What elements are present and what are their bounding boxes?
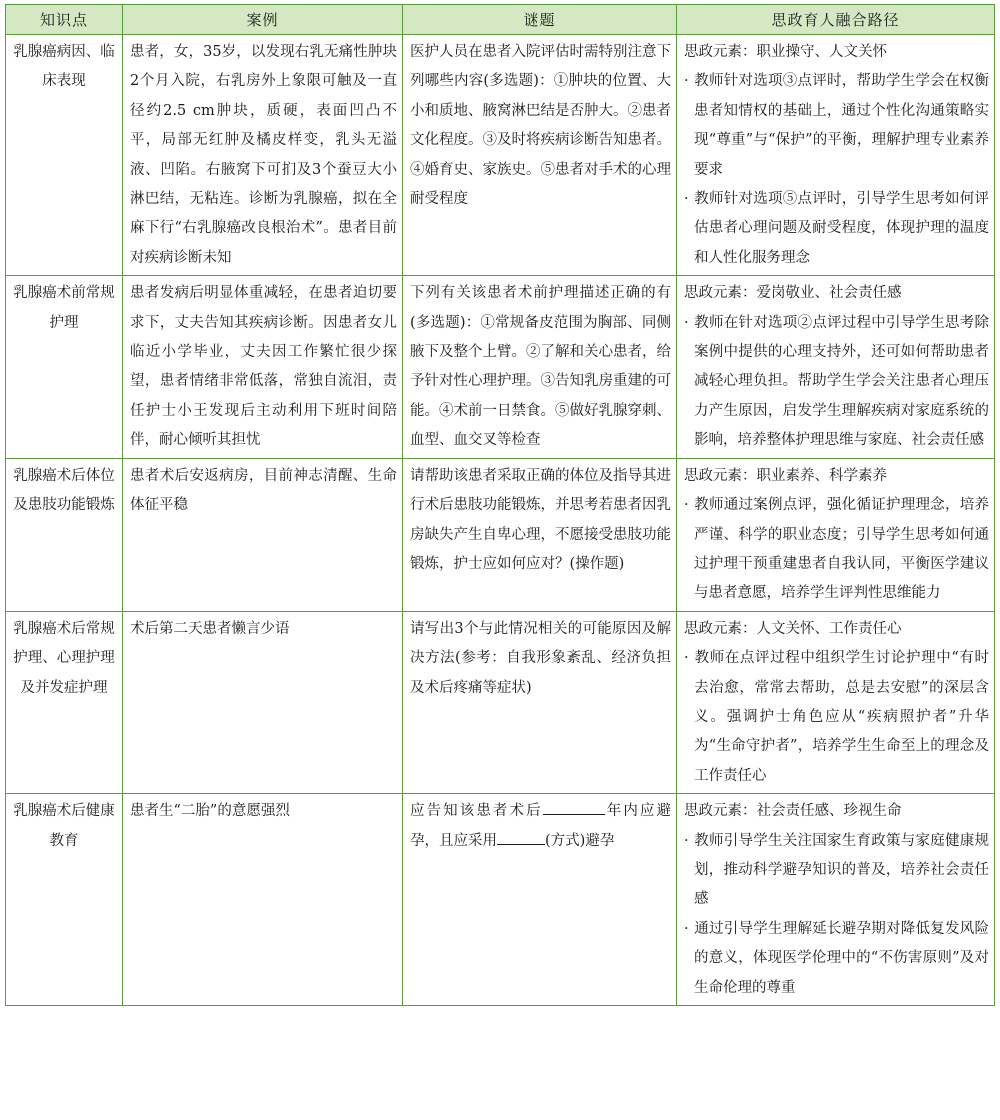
- case-cell: 患者发病后明显体重减轻，在患者迫切要求下，丈夫告知其疾病诊断。因患者女儿临近小学毕业，丈夫因工作繁忙很少探望，患者情绪非常低落，常独自流泪，责任护士小王发现后主动利用下班时间陪伴，耐心倾听其担忧: [123, 276, 403, 458]
- topic-cell: 乳腺癌病因、临床表现: [6, 35, 123, 276]
- topic-cell: 乳腺癌术后健康教育: [6, 794, 123, 1006]
- table-body: [6, 35, 995, 1006]
- puzzle-cell: 下列有关该患者术前护理描述正确的有(多选题)：①常规备皮范围为胸部、同侧腋下及整个上臂。②了解和关心患者，给予针对性心理护理。③告知乳房重建的可能。④术前一日禁食。⑤做好乳腺穿刺、血型、血交叉等检查: [403, 276, 677, 458]
- header-knowledge-point: 知识点: [6, 5, 123, 35]
- path-cell: [677, 35, 995, 276]
- ideology-element: 思政元素：职业操守、人文关怀: [684, 44, 887, 60]
- fill-in-blank[interactable]: [543, 798, 605, 815]
- fill-in-blank[interactable]: [497, 828, 545, 845]
- table-row: [6, 458, 995, 611]
- header-puzzle: 谜题: [403, 5, 677, 35]
- header-ideology-path: 思政育人融合路径: [677, 5, 995, 35]
- puzzle-cell: 请写出3个与此情况相关的可能原因及解决方法(参考：自我形象紊乱、经济负担及术后疼痛等症状): [403, 611, 677, 793]
- table-row: [6, 611, 995, 793]
- case-cell: 术后第二天患者懒言少语: [123, 611, 403, 793]
- case-cell: 患者，女，35岁，以发现右乳无痛性肿块2个月入院，右乳房外上象限可触及一直径约2.5 cm肿块，质硬，表面凹凸不平，局部无红肿及橘皮样变，乳头无溢液、凹陷。右腋窝下可扪及3个蚕豆大小淋巴结，无粘连。诊断为乳腺癌，拟在全麻下行“右乳腺癌改良根治术”。患者目前对疾病诊断未知: [123, 35, 403, 276]
- puzzle-cell: 医护人员在患者入院评估时需特别注意下列哪些内容(多选题)：①肿块的位置、大小和质地、腋窝淋巴结是否肿大。②患者文化程度。③及时将疾病诊断告知患者。④婚育史、家族史。⑤患者对手术的心理耐受程度: [403, 35, 677, 276]
- ideology-element: 思政元素：职业素养、科学素养: [684, 467, 887, 484]
- table-header: [6, 5, 995, 35]
- topic-cell: 乳腺癌术前常规护理: [6, 276, 123, 458]
- puzzle-text-part: 年内应避孕，且应采用: [410, 803, 672, 849]
- table-row: [6, 276, 995, 458]
- path-cell: [677, 276, 995, 458]
- path-bullet: · 教师通过案例点评，强化循证护理理念，培养严谨、科学的职业态度；引导学生思考如何通过护理干预重建患者自我认同，平衡医学建议与患者意愿，培养学生评判性思维能力: [684, 491, 989, 609]
- table-row: [6, 35, 995, 276]
- topic-cell: 乳腺癌术后体位及患肢功能锻炼: [6, 458, 123, 611]
- puzzle-text-part: (方式)避孕: [545, 832, 615, 849]
- path-bullet: · 教师引导学生关注国家生育政策与家庭健康规划，推动科学避孕知识的普及，培养社会责任感: [684, 827, 989, 915]
- case-cell: 患者生“二胎”的意愿强烈: [123, 794, 403, 1006]
- topic-cell: 乳腺癌术后常规护理、心理护理及并发症护理: [6, 611, 123, 793]
- page-content: [5, 4, 994, 1006]
- ideology-element: 思政元素：社会责任感、珍视生命: [684, 803, 902, 820]
- puzzle-cell: [403, 794, 677, 1006]
- ideology-element: 思政元素：人文关怀、工作责任心: [684, 620, 902, 637]
- path-bullet: · 通过引导学生理解延长避孕期对降低复发风险的意义，体现医学伦理中的“不伤害原则”及对生命伦理的尊重: [684, 915, 989, 1003]
- path-bullet: · 教师针对选项⑤点评时，引导学生思考如何评估患者心理问题及耐受程度，体现护理的温度和人性化服务理念: [684, 185, 989, 273]
- puzzle-cell: 请帮助该患者采取正确的体位及指导其进行术后患肢功能锻炼，并思考若患者因乳房缺失产生自卑心理，不愿接受患肢功能锻炼，护士应如何应对？(操作题): [403, 458, 677, 611]
- ideology-element: 思政元素：爱岗敬业、社会责任感: [684, 285, 902, 302]
- path-bullet: · 教师在针对选项②点评过程中引导学生思考除案例中提供的心理支持外，还可如何帮助患者减轻心理负担。帮助学生学会关注患者心理压力产生原因，启发学生理解疾病对家庭系统的影响，培养整体护理思维与家庭、社会责任感: [684, 309, 989, 456]
- header-case: 案例: [123, 5, 403, 35]
- header-row: [6, 5, 995, 35]
- path-bullet: · 教师在点评过程中组织学生讨论护理中“有时去治愈，常常去帮助，总是去安慰”的深层含义。强调护士角色应从“疾病照护者”升华为“生命守护者”，培养学生生命至上的理念及工作责任心: [684, 644, 989, 791]
- path-cell: [677, 794, 995, 1006]
- path-cell: [677, 458, 995, 611]
- puzzle-text-part: 应告知该患者术后: [410, 803, 543, 820]
- path-bullet: · 教师针对选项③点评时，帮助学生学会在权衡患者知情权的基础上，通过个性化沟通策略实现“尊重”与“保护”的平衡，理解护理专业素养要求: [684, 67, 989, 185]
- table-row: [6, 794, 995, 1006]
- case-cell: 患者术后安返病房，目前神志清醒、生命体征平稳: [123, 458, 403, 611]
- curriculum-table: [5, 4, 995, 1006]
- path-cell: [677, 611, 995, 793]
